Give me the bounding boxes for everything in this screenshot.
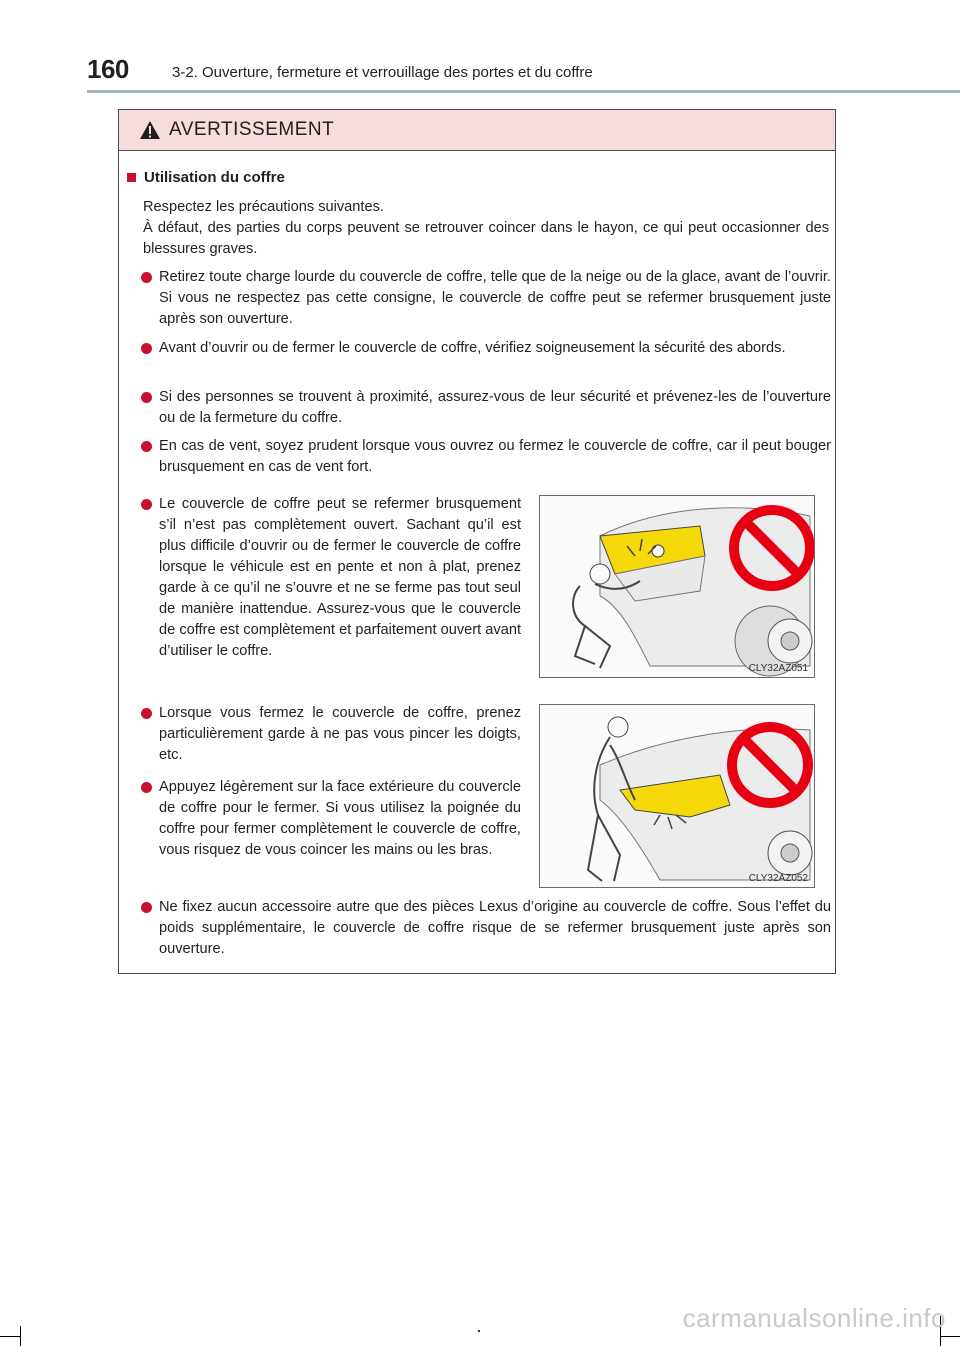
section-title: 3-2. Ouverture, fermeture et verrouillage des portes et du coffre — [172, 64, 593, 81]
bullet-dot-icon — [141, 272, 152, 283]
bullet-text: Appuyez légèrement sur la face extérieure du couvercle de coffre pour le fermer. Si vous utilisez la poignée du coffre pour fermer complètement le couvercle de coffre, vous risquez de vous coincer les mains ou les bras. — [159, 779, 521, 858]
header-rule — [87, 90, 960, 93]
intro-line-2: À défaut, des parties du corps peuvent se retrouver coincer dans le hayon, ce qui peut occasionner des blessures graves. — [143, 220, 829, 257]
figure1-code: CLY32AZ051 — [748, 663, 808, 674]
warning-triangle-icon — [139, 120, 161, 140]
watermark: carmanualsonline.info — [682, 1303, 946, 1333]
bullet-item — [141, 777, 521, 861]
bullet-dot-icon — [141, 343, 152, 354]
trunk-opening-drawing — [540, 496, 815, 678]
bullet-item — [141, 436, 831, 478]
bullet-text: Retirez toute charge lourde du couvercle de coffre, telle que de la neige ou de la glace, avant de l’ouvrir. Si vous ne respectez pas cette consigne, le couvercle de coffre peut se refermer brusquement juste après son ouverture. — [159, 269, 831, 327]
bullet-item — [141, 267, 831, 330]
figure2-code: CLY32AZ052 — [748, 873, 808, 884]
crop-mark — [20, 1326, 21, 1346]
bullet-dot-icon — [141, 392, 152, 403]
bullet-item — [141, 338, 831, 359]
bullet-dot-icon — [141, 441, 152, 452]
bullet-item — [141, 387, 831, 429]
trunk-closing-illustration — [539, 704, 815, 888]
page-number: 160 — [87, 54, 129, 84]
trunk-closing-drawing — [540, 705, 815, 888]
bullet-text: Si des personnes se trouvent à proximité, assurez-vous de leur sécurité et prévenez-les de l’ouverture ou de la fermeture du coffre. — [159, 389, 831, 426]
warning-heading — [127, 169, 285, 186]
bullet-text: Avant d’ouvrir ou de fermer le couvercle de coffre, vérifiez soigneusement la sécurité des abords. — [159, 340, 786, 356]
bullet-text: Lorsque vous fermez le couvercle de coffre, prenez particulièrement garde à ne pas vous pincer les doigts, etc. — [159, 705, 521, 763]
bullet-item — [141, 897, 831, 960]
bullet-dot-icon — [141, 499, 152, 510]
trunk-opening-illustration — [539, 495, 815, 678]
crop-mark — [940, 1336, 960, 1337]
warning-header — [119, 110, 835, 151]
bullet-text: En cas de vent, soyez prudent lorsque vous ouvrez ou fermez le couvercle de coffre, car il peut bouger brusquement en cas de vent fort. — [159, 438, 831, 475]
bullet-item — [141, 703, 521, 766]
warning-box — [118, 109, 836, 974]
bullet-text: Le couvercle de coffre peut se refermer brusquement s’il n’est pas complètement ouvert. Sachant qu’il est plus difficile d’ouvrir ou de fermer le couvercle de coffre lorsque le véhicule est en pente et non à plat, prenez garde à ce qu’il ne s’ouvre et ne se ferme pas tout seul de manière inattendue. Assurez-vous que le couvercle de coffre est complètement et parfaitement ouvert avant d’utiliser le coffre. — [159, 496, 521, 659]
bullet-dot-icon — [141, 708, 152, 719]
red-square-icon — [127, 173, 136, 182]
crop-mark — [0, 1336, 20, 1337]
bullet-dot-icon — [141, 902, 152, 913]
intro-line-1: Respectez les précautions suivantes. — [143, 199, 384, 215]
bullet-dot-icon — [141, 782, 152, 793]
bullet-text: Ne fixez aucun accessoire autre que des pièces Lexus d’origine au couvercle de coffre. Sous l’effet du poids supplémentaire, le couvercle de coffre risque de se refermer brusquement juste après son ouverture. — [159, 899, 831, 957]
warning-title: AVERTISSEMENT — [169, 119, 335, 140]
warning-heading-text: Utilisation du coffre — [144, 169, 285, 186]
center-mark — [478, 1330, 480, 1332]
bullet-item — [141, 494, 521, 662]
